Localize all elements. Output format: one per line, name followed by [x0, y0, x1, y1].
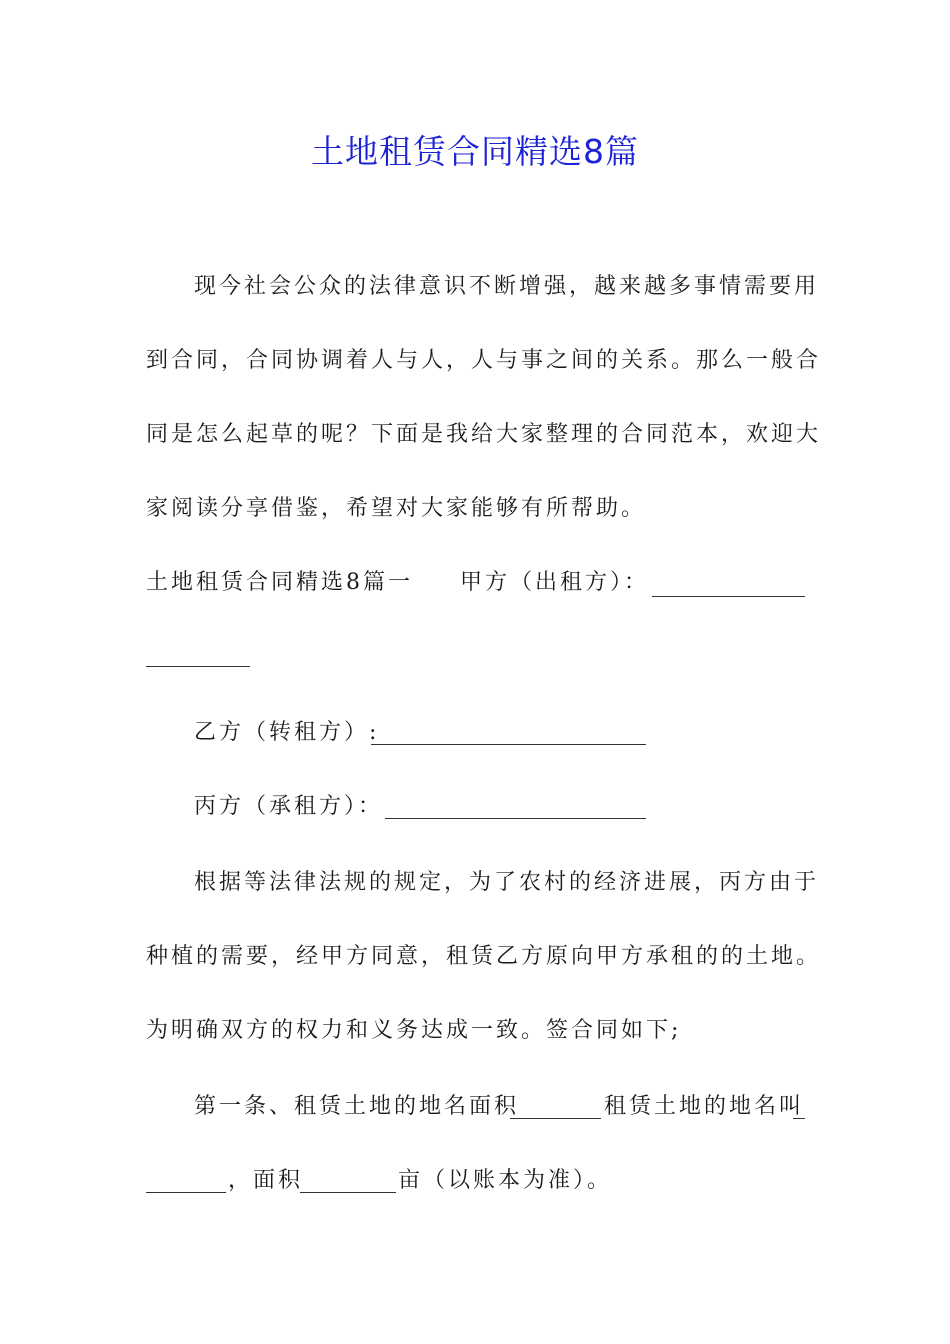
land-name-label: 租赁土地的地名叫: [604, 1094, 805, 1119]
paragraph-line: 根据等法律法规的规定，为了农村的经济进展，丙方由于: [194, 870, 820, 895]
section-heading: 土地租赁合同精选8篇一: [146, 570, 413, 595]
party-a-label: 甲方（出租方）：: [460, 570, 650, 595]
paragraph-line: 种植的需要，经甲方同意，租赁乙方原向甲方承租的的土地。: [146, 944, 822, 969]
party-b-label: 乙方（转租方）:: [194, 720, 380, 745]
paragraph-line: 家阅读分享借鉴，希望对大家能够有所帮助。: [146, 496, 647, 521]
area-unit-text: 亩（以账本为准）。: [398, 1168, 613, 1193]
paragraph-line: 为明确双方的权力和义务达成一致。签合同如下;: [146, 1018, 682, 1043]
land-name-blank: [793, 1096, 805, 1119]
party-a-blank: [652, 574, 805, 597]
party-a-blank-continued: [146, 644, 250, 667]
area-blank: [300, 1170, 396, 1193]
article-one-text: 第一条、租赁土地的地名面积: [194, 1094, 520, 1119]
area-label: ，面积: [228, 1168, 304, 1193]
paragraph-line: 同是怎么起草的呢？下面是我给大家整理的合同范本，欢迎大: [146, 422, 822, 447]
document-title: 土地租赁合同精选8篇: [311, 132, 639, 171]
land-name-blank-continued: [146, 1170, 226, 1193]
paragraph-line: 到合同，合同协调着人与人，人与事之间的关系。那么一般合: [146, 348, 822, 373]
party-c-blank: [385, 796, 646, 819]
land-area-blank: [510, 1096, 601, 1119]
party-b-blank: [371, 722, 646, 745]
party-c-label: 丙方（承租方）：: [194, 794, 384, 819]
paragraph-line: 现今社会公众的法律意识不断增强，越来越多事情需要用: [194, 274, 820, 299]
